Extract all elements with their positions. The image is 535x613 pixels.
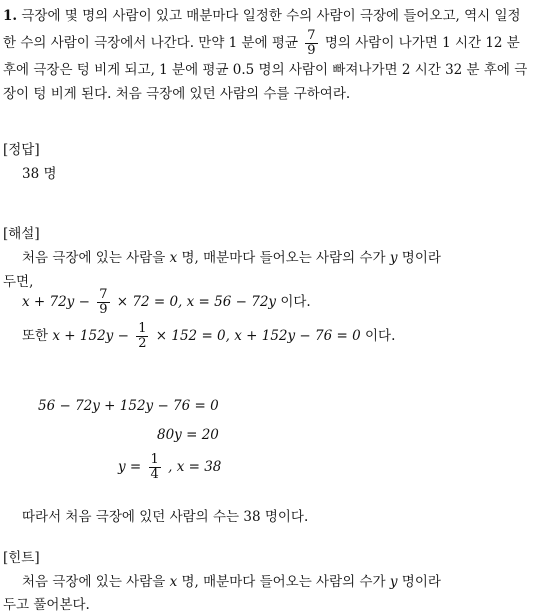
fraction-denominator: 2: [138, 336, 147, 351]
calc-line-3-left: y =: [118, 459, 142, 475]
calc-line-2: 80y = 20: [157, 427, 219, 443]
solution-equation-1: [22, 288, 311, 317]
variable-x: x: [169, 574, 178, 590]
solution-intro-text-c: 명이라: [401, 250, 441, 266]
fraction-one-quarter: [149, 453, 161, 482]
fraction-denominator: 9: [307, 42, 316, 58]
solution-equation-2: [22, 322, 395, 351]
solution-intro-line1: [22, 246, 441, 266]
equation-2-prefix: 또한: [22, 328, 49, 344]
variable-y: y: [389, 250, 398, 266]
answer-label: [정답]: [3, 142, 40, 158]
variable-x: x: [169, 250, 178, 266]
solution-label: [해설]: [3, 226, 40, 242]
equation-2-right: × 152 = 0, x + 152y − 76 = 0: [155, 328, 361, 344]
problem-part-1: 극장에 몇 명의 사람이 있고 매분마다 일정한 수의 사람이 극장에 들어오고, 역시 일정한 수의 사람이 극장에서 나간다. 만약 1 분에 평균: [3, 8, 521, 51]
hint-line2: 두고 풀어본다.: [3, 597, 90, 613]
hint-text-b: 명, 매분마다 들어오는 사람의 수가: [181, 574, 386, 590]
problem-number: 1.: [3, 8, 18, 24]
solution-intro-line2: 두면,: [3, 274, 34, 290]
fraction-denominator: 9: [99, 302, 108, 317]
calc-line-3-right: , x = 38: [168, 459, 222, 475]
calc-line-1: 56 − 72y + 152y − 76 = 0: [38, 398, 219, 414]
variable-y: y: [389, 574, 398, 590]
fraction-numerator: 7: [99, 287, 108, 302]
fraction-denominator: 4: [150, 467, 159, 482]
calc-line-3: [118, 453, 221, 482]
equation-2-tail: 이다.: [364, 328, 396, 344]
equation-1-left: x + 72y −: [22, 294, 90, 310]
fraction-numerator: 7: [307, 27, 316, 43]
equation-2-left: x + 152y −: [52, 328, 129, 344]
problem-text: [3, 4, 531, 107]
fraction-seven-ninths-eq: [97, 288, 109, 317]
answer-value: 38 명: [22, 166, 57, 182]
hint-text-c: 명이라: [401, 574, 441, 590]
equation-1-right: × 72 = 0, x = 56 − 72y: [116, 294, 277, 310]
equation-1-tail: 이다.: [280, 294, 311, 310]
hint-label: [힌트]: [3, 550, 40, 566]
fraction-numerator: 1: [150, 452, 159, 467]
hint-text-a: 처음 극장에 있는 사람을: [22, 574, 166, 590]
fraction-seven-ninths: [305, 29, 317, 58]
fraction-numerator: 1: [138, 321, 147, 336]
hint-line1: [22, 570, 441, 590]
solution-intro-text-b: 명, 매분마다 들어오는 사람의 수가: [181, 250, 386, 266]
solution-conclusion: 따라서 처음 극장에 있던 사람의 수는 38 명이다.: [22, 509, 309, 525]
problem-part-2: 명의 사람이 나가면 1 시간 12 분 후에 극장은 텅 비게 되고, 1 분에 평균 0.5 명의 사람이 빠져나가면 2 시간 32 분 후에 극장이 텅 비게 된다. 처음 극장에 있던 사람의 수를 구하여라.: [3, 34, 528, 102]
fraction-one-half: [136, 322, 148, 351]
solution-intro-text-a: 처음 극장에 있는 사람을: [22, 250, 166, 266]
